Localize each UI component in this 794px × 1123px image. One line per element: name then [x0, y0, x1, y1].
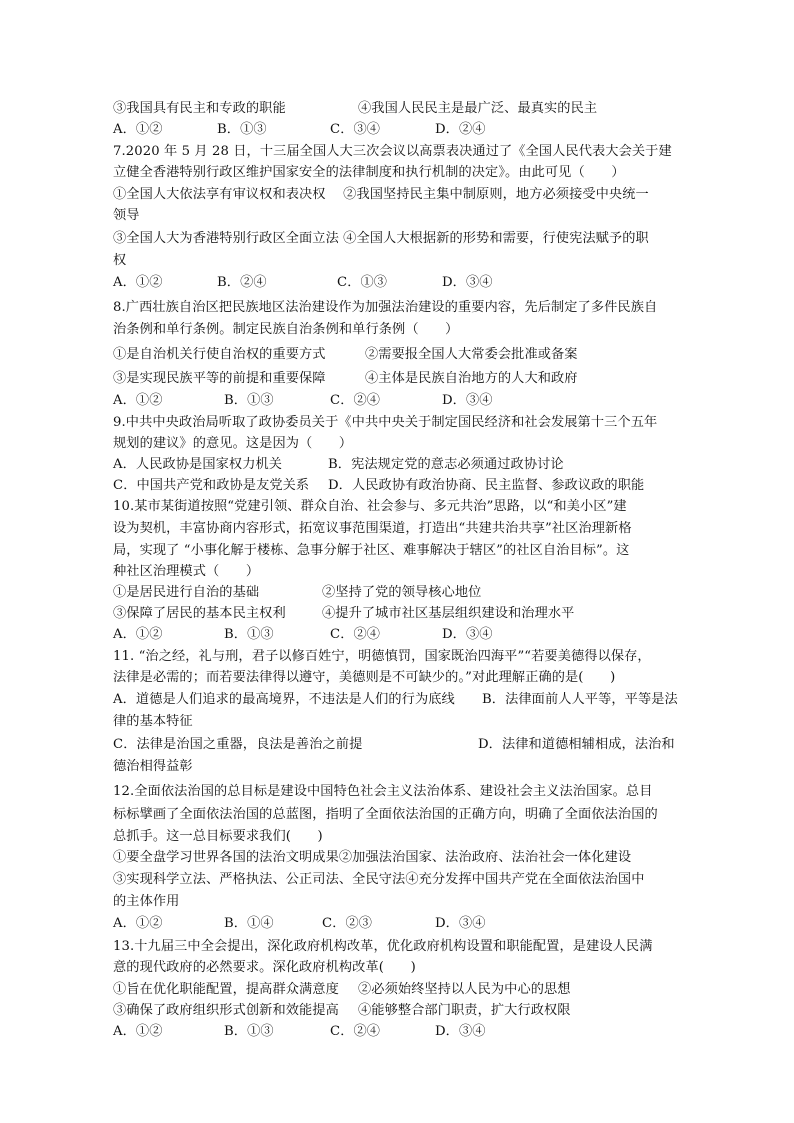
q6-answer-a: A．①② — [113, 122, 163, 137]
q7-options-line4: 权 — [113, 253, 127, 268]
q8-option-3: ③是实现民族平等的前提和重要保障 — [113, 371, 326, 386]
q11-option-d-part2: 德治相得益彰 — [113, 759, 193, 774]
q12-options-line3: 的主体作用 — [113, 894, 180, 909]
q10-option-3: ③保障了居民的基本民主权利 — [113, 606, 286, 621]
q11-option-d-part1: D．法律和道德相辅相成，法治和 — [478, 737, 675, 752]
q13-answer-a: A．①② — [113, 1024, 163, 1039]
q13-option-3: ③确保了政府组织形式创新和效能提高 — [113, 1003, 339, 1018]
q12-answer-c: C．②③ — [322, 916, 373, 931]
q12-stem-line2: 标标擘画了全面依法治国的总蓝图，指明了全面依法治国的正确方向，明确了全面依法治国的 — [113, 807, 658, 822]
q12-stem-line1: 12.全面依法治国的总目标是建设中国特色社会主义法治体系、建设社会主义法治国家。总目 — [113, 784, 653, 799]
q7-answer-b: B．②④ — [217, 275, 267, 290]
q10-answer-c: C．②④ — [330, 627, 381, 642]
q8-option-2: ②需要报全国人大常委会批准或备案 — [365, 347, 578, 362]
q7-answer-c: C．①③ — [337, 275, 388, 290]
q9-stem-line1: 9.中共中央政治局听取了政协委员关于《中共中央关于制定国民经济和社会发展第十三个五年 — [113, 415, 658, 430]
q12-answer-a: A．①② — [113, 916, 163, 931]
q10-option-4: ④提升了城市社区基层组织建设和治理水平 — [322, 606, 575, 621]
q12-answer-b: B．①④ — [224, 916, 274, 931]
q12-stem-line3: 总抓手。这一总目标要求我们( ) — [113, 829, 323, 844]
q8-answer-a: A．①② — [113, 393, 163, 408]
q6-answer-d: D．②④ — [435, 122, 486, 137]
q11-stem-line1: 11. “治之经，礼与刑，君子以修百姓宁，明德慎罚，国家既治四海平”“若要美德得以保存， — [113, 649, 651, 664]
q13-answer-c: C．②④ — [330, 1024, 381, 1039]
q10-answer-b: B．①③ — [224, 627, 274, 642]
q9-option-a: A．人民政协是国家权力机关 — [113, 457, 283, 472]
q7-options-line3: ③全国人大为香港特别行政区全面立法 ④全国人大根据新的形势和需要，行使宪法赋予的职 — [113, 231, 649, 246]
q7-stem-line2: 立健全香港特别行政区维护国家安全的法律制度和执行机制的决定》。由此可见（ ） — [113, 165, 625, 180]
q8-stem-line2: 治条例和单行条例。制定民族自治条例和单行条例（ ） — [113, 322, 459, 337]
q11-option-b-part2: 律的基本特征 — [113, 714, 193, 729]
q8-answer-d: D．③④ — [442, 393, 493, 408]
q13-stem-line1: 13.十九届三中全会提出，深化政府机构改革，优化政府机构设置和职能配置，是建设人民满 — [113, 939, 653, 954]
q11-option-a: A．道德是人们追求的最高境界，不违法是人们的行为底线 — [113, 692, 455, 707]
q8-option-4: ④主体是民族自治地方的人大和政府 — [365, 371, 578, 386]
q8-option-1: ①是自治机关行使自治权的重要方式 — [113, 347, 326, 362]
q13-answer-d: D．③④ — [435, 1024, 486, 1039]
q6-option-4: ④我国人民民主是最广泛、最真实的民主 — [358, 101, 598, 116]
q9-option-b: B．宪法规定党的意志必须通过政协讨论 — [328, 457, 564, 472]
q9-option-d: D．人民政协有政治协商、民主监督、参政议政的职能 — [328, 478, 645, 493]
q11-option-c: C．法律是治国之重器，良法是善治之前提 — [113, 737, 363, 752]
q7-stem-line1: 7.2020 年 5 月 28 日，十三届全国人大三次会议以高票表决通过了《全国人民代表大会关于建 — [113, 144, 672, 159]
q10-answer-d: D．③④ — [442, 627, 493, 642]
q13-answer-b: B．①③ — [224, 1024, 274, 1039]
q13-stem-line2: 意的现代政府的必然要求。深化政府机构改革( ) — [113, 960, 416, 975]
q6-answer-c: C．③④ — [330, 122, 381, 137]
q11-stem-line2: 法律是必需的；而若要法律得以遵守，美德则是不可缺少的。”对此理解正确的是( ) — [113, 670, 616, 685]
q9-stem-line2: 规划的建议》的意见。这是因为（ ） — [113, 436, 353, 451]
q8-answer-b: B．①③ — [224, 393, 274, 408]
q12-options-line2: ③实现科学立法、严格执法、公正司法、全民守法④充分发挥中国共产党在全面依法治国中 — [113, 872, 645, 887]
q6-answer-b: B．①③ — [217, 122, 267, 137]
q6-option-3: ③我国具有民主和专政的职能 — [113, 101, 286, 116]
q13-option-1: ①旨在优化职能配置，提高群众满意度 — [113, 982, 339, 997]
q11-option-b-part1: B．法律面前人人平等，平等是法 — [482, 692, 678, 707]
q10-stem-line3: 局，实现了 “小事化解于楼栋、急事分解于社区、难事解决于辖区”的社区自治目标”。这 — [113, 543, 630, 558]
q10-answer-a: A．①② — [113, 627, 163, 642]
q8-answer-c: C．②④ — [330, 393, 381, 408]
q7-options-line1: ①全国人大依法享有审议权和表决权 ②我国坚持民主集中制原则，地方必须接受中央统一 — [113, 187, 649, 202]
q10-stem-line4: 种社区治理模式（ ） — [113, 564, 260, 579]
q9-option-c: C．中国共产党和政协是友党关系 — [113, 478, 310, 493]
q8-stem-line1: 8.广西壮族自治区把民族地区法治建设作为加强法治建设的重要内容，先后制定了多件民族自 — [113, 300, 658, 315]
q10-stem-line1: 10.某市某街道按照“党建引领、群众自治、社会参与、多元共治”思路，以“和美小区”建 — [113, 499, 627, 514]
q10-stem-line2: 设为契机，丰富协商内容形式，拓宽议事范围渠道，打造出“共建共治共享”社区治理新格 — [113, 521, 632, 536]
q12-options-line1: ①要全盘学习世界各国的法治文明成果②加强法治国家、法治政府、法治社会一体化建设 — [113, 850, 632, 865]
q12-answer-d: D．③④ — [435, 916, 486, 931]
q7-answer-d: D．③④ — [442, 275, 493, 290]
q13-option-2: ②必须始终坚持以人民为中心的思想 — [358, 982, 571, 997]
q10-option-2: ②坚持了党的领导核心地位 — [322, 585, 482, 600]
q7-options-line2: 领导 — [113, 208, 140, 223]
q10-option-1: ①是居民进行自治的基础 — [113, 585, 260, 600]
q7-answer-a: A．①② — [113, 275, 163, 290]
q13-option-4: ④能够整合部门职责，扩大行政权限 — [358, 1003, 571, 1018]
